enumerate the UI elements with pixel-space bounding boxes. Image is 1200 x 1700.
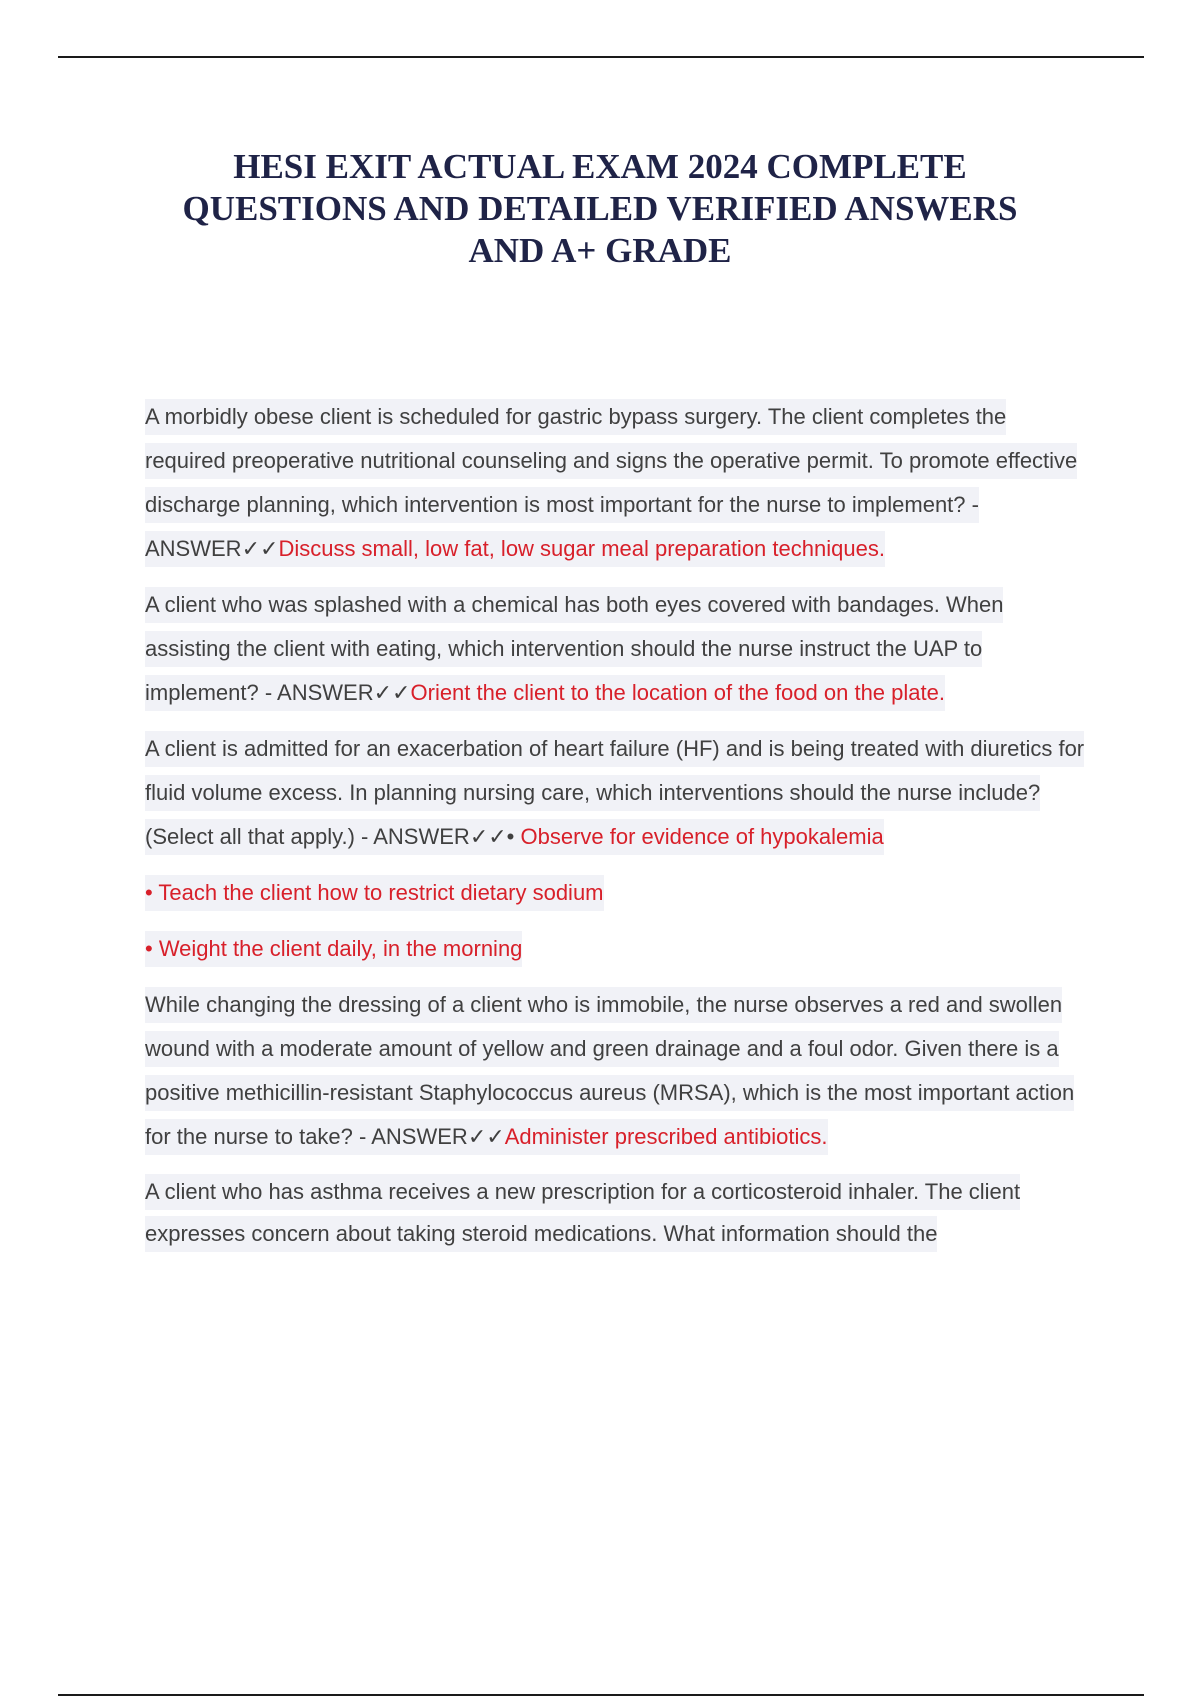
bottom-rule [58, 1694, 1144, 1696]
qa-item-1 [145, 395, 1085, 571]
answer-text: Observe for evidence of hypokalemia [520, 824, 884, 849]
answer-text: Administer prescribed antibiotics. [504, 1124, 828, 1149]
top-rule [58, 56, 1144, 58]
answer-bullet-2: • Weight the client daily, in the morning [145, 927, 1085, 971]
question-text: A client is admitted for an exacerbation of heart failure (HF) and is being treated with diuretics for fluid volume excess. In planning nursing care, which interventions should the nurse include? (Select all that apply.) - ANSWER [145, 736, 1085, 849]
answer-text: Discuss small, low fat, low sugar meal preparation techniques. [278, 536, 885, 561]
question-text: While changing the dressing of a client who is immobile, the nurse observes a red and swollen wound with a moderate amount of yellow and green drainage and a foul odor. Given there is a positive methicillin-resistant Staphylococcus aureus (MRSA), which is the most important action for the nurse to take? - ANSWER [145, 992, 1075, 1149]
checkmark-icon: ✓✓• [469, 824, 521, 849]
question-text: A client who has asthma receives a new prescription for a corticosteroid inhaler. The client expresses concern about taking steroid medications. What information should the [145, 1174, 1020, 1252]
question-list [145, 395, 1085, 1255]
qa-item-3 [145, 727, 1085, 859]
answer-bullet-1: • Teach the client how to restrict dietary sodium [145, 871, 1085, 915]
question-text: A morbidly obese client is scheduled for gastric bypass surgery. The client completes the required preoperative nutritional counseling and signs the operative permit. To promote effective discharge planning, which intervention is most important for the nurse to implement? - ANSWER [145, 404, 1078, 561]
checkmark-icon: ✓✓ [241, 536, 279, 561]
qa-item-5 [145, 1171, 1085, 1255]
title-line-1: HESI EXIT ACTUAL EXAM 2024 COMPLETE [233, 147, 967, 186]
qa-item-4 [145, 983, 1085, 1159]
checkmark-icon: ✓✓ [373, 680, 411, 705]
document-title [120, 146, 1080, 272]
title-line-3: AND A+ GRADE [468, 231, 732, 270]
answer-text: Orient the client to the location of the food on the plate. [410, 680, 945, 705]
title-line-2: QUESTIONS AND DETAILED VERIFIED ANSWERS [182, 189, 1018, 228]
qa-item-2 [145, 583, 1085, 715]
checkmark-icon: ✓✓ [467, 1124, 505, 1149]
question-text: A client who was splashed with a chemical has both eyes covered with bandages. When assisting the client with eating, which intervention should the nurse instruct the UAP to implement? - ANSWER [145, 592, 1004, 705]
